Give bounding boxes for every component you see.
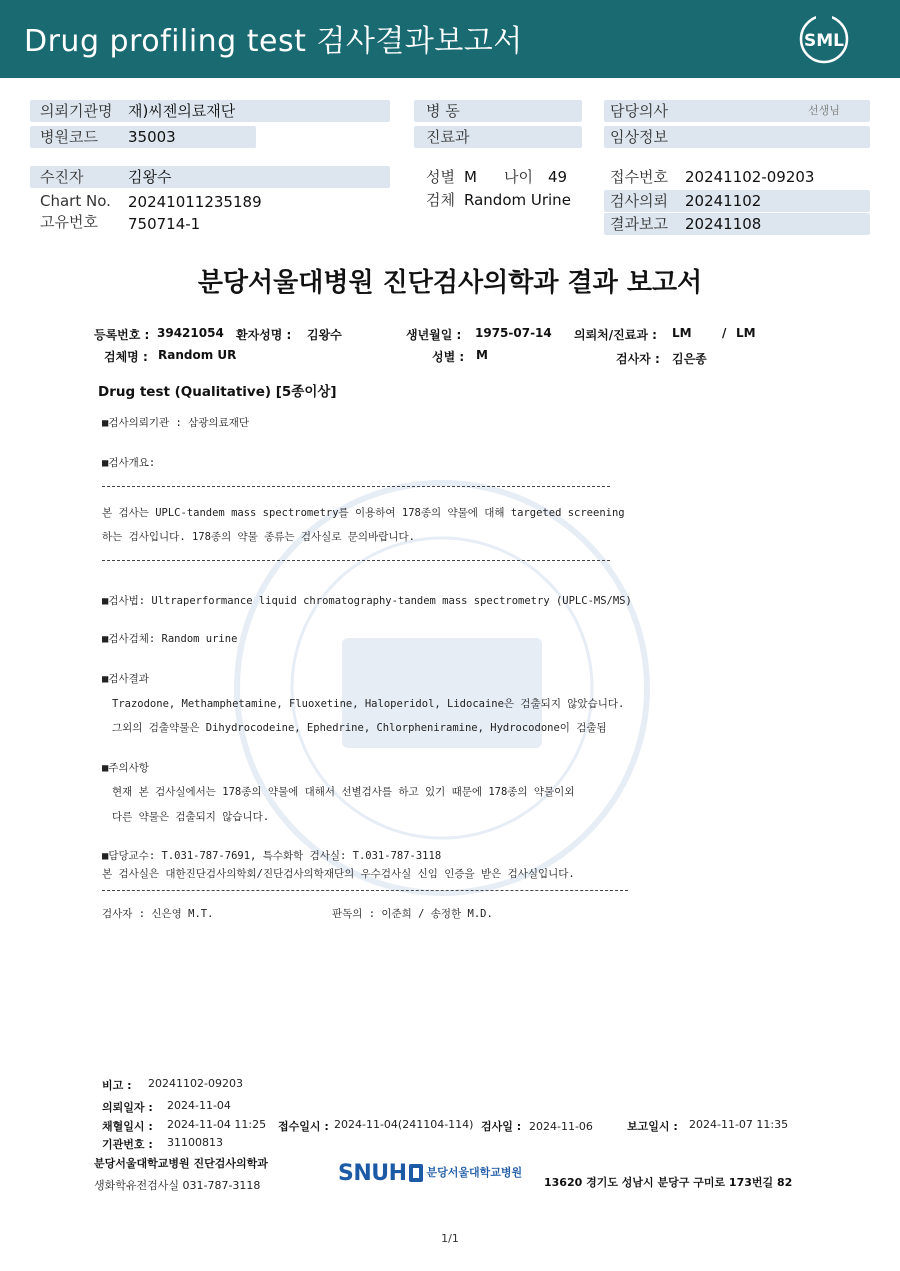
line-contact: ■담당교수: T.031-787-7691, 특수화학 검사실: T.031-787-3118	[102, 850, 442, 862]
specimen-name-value: Random UR	[158, 348, 237, 362]
doctor-label: 담당의사	[610, 102, 668, 120]
report-sex-label: 성별 :	[432, 350, 465, 364]
receive-label: 접수일시 :	[278, 1120, 329, 1133]
age-value: 49	[548, 168, 568, 186]
hospital-code-value: 35003	[128, 128, 176, 146]
ward-label: 병 동	[426, 102, 460, 120]
unique-id-label: 고유번호	[40, 213, 98, 231]
remark-value: 20241102-09203	[148, 1077, 243, 1090]
divider	[102, 560, 610, 561]
request-date-label: 의뢰일자 :	[102, 1101, 153, 1114]
lab-name: 생화학유전검사실 031-787-3118	[94, 1179, 261, 1192]
result-report-value: 20241108	[685, 215, 762, 233]
line-caution-2: 다른 약물은 검출되지 않습니다.	[112, 811, 270, 823]
institution-label: 의뢰기관명	[40, 102, 113, 120]
sex-value: M	[464, 168, 477, 186]
snuh-logo-text: SNUH	[338, 1160, 407, 1186]
line-examiner: 검사자 : 신은영 M.T.	[102, 908, 214, 920]
birth-value: 1975-07-14	[475, 326, 552, 340]
examiner-value: 김은종	[672, 352, 707, 366]
header-bar	[0, 0, 900, 78]
line-result-heading: ■검사결과	[102, 673, 149, 685]
chart-label: Chart No.	[40, 192, 111, 210]
requester-value-2: LM	[736, 326, 756, 340]
sex-label: 성별	[426, 168, 455, 186]
collect-label: 채혈일시 :	[102, 1120, 153, 1133]
patient-name-label: 환자성명 :	[236, 328, 292, 342]
patient-box	[30, 166, 390, 188]
institution-value: 재)씨젠의료재단	[128, 102, 236, 120]
report-title: 분당서울대병원 진단검사의학과 결과 보고서	[197, 268, 703, 298]
line-caution-1: 현재 본 검사실에서는 178종의 약물에 대해서 선별검사를 하고 있기 때문에 178종의 약물이외	[112, 786, 575, 798]
divider	[102, 486, 610, 487]
result-report-label: 결과보고	[610, 215, 668, 233]
birth-label: 생년월일 :	[406, 328, 462, 342]
line-result-1: Trazodone, Methamphetamine, Fluoxetine, Haloperidol, Lidocaine은 검출되지 않았습니다.	[112, 698, 625, 710]
snuh-hospital-name: 분당서울대학교병원	[426, 1166, 523, 1179]
requester-label: 의뢰처/진료과 :	[574, 328, 657, 342]
report-date-value: 2024-11-07 11:35	[689, 1118, 789, 1131]
request-label: 검사의뢰	[610, 192, 668, 210]
reception-no-label: 접수번호	[610, 168, 668, 186]
report-date-label: 보고일시 :	[627, 1120, 678, 1133]
chart-value: 20241011235189	[128, 193, 262, 211]
divider	[102, 890, 628, 891]
test-date-label: 검사일 :	[481, 1120, 522, 1133]
line-method: ■검사법: Ultraperformance liquid chromatography-tandem mass spectrometry (UPLC-MS/MS)	[102, 595, 632, 607]
age-label: 나이	[504, 168, 533, 186]
department-label: 진료과	[426, 128, 470, 146]
specimen-value: Random Urine	[464, 191, 571, 209]
collect-value: 2024-11-04 11:25	[167, 1118, 267, 1131]
request-value: 20241102	[685, 192, 762, 210]
reception-no-value: 20241102-09203	[685, 168, 815, 186]
reg-no-value: 39421054	[157, 326, 224, 340]
request-date-value: 2024-11-04	[167, 1099, 231, 1112]
requester-value-1: LM	[672, 326, 692, 340]
receive-value: 2024-11-04(241104-114)	[334, 1118, 474, 1131]
line-certification: 본 검사실은 대한진단검사의학회/진단검사의학재단의 우수검사실 신임 인증을 받은 검사실입니다.	[102, 868, 575, 880]
dept-name: 분당서울대학교병원 진단검사의학과	[94, 1157, 268, 1170]
snuh-mark-icon	[409, 1164, 423, 1182]
test-title: Drug test (Qualitative) [5종이상]	[98, 384, 337, 400]
line-specimen: ■검사검체: Random urine	[102, 633, 238, 645]
sml-logo-text: SML	[804, 31, 844, 51]
patient-value: 김왕수	[128, 168, 172, 186]
doctor-suffix: 선생님	[808, 104, 840, 117]
inst-code-label: 기관번호 :	[102, 1138, 153, 1151]
unique-id-value: 750714-1	[128, 215, 201, 233]
page-title: Drug profiling test 검사결과보고서	[24, 24, 523, 59]
line-result-2: 그외의 검출약물은 Dihydrocodeine, Ephedrine, Chlorpheniramine, Hydrocodone이 검출됨	[112, 722, 607, 734]
reg-no-label: 등록번호 :	[94, 328, 150, 342]
line-overview-heading: ■검사개요:	[102, 457, 156, 469]
page-number: 1/1	[441, 1232, 459, 1245]
inst-code-value: 31100813	[167, 1136, 223, 1149]
sml-logo-icon	[798, 13, 850, 65]
snuh-logo	[338, 1158, 522, 1188]
examiner-label: 검사자 :	[616, 352, 660, 366]
specimen-label: 검체	[426, 191, 455, 209]
line-reader: 판독의 : 이준희 / 송정한 M.D.	[332, 908, 493, 920]
line-institution: ■검사의뢰기관 : 삼광의료재단	[102, 417, 250, 429]
requester-sep: /	[722, 326, 727, 340]
line-caution-heading: ■주의사항	[102, 762, 149, 774]
hospital-code-label: 병원코드	[40, 128, 98, 146]
report-sex-value: M	[476, 348, 488, 362]
line-overview-2: 하는 검사입니다. 178종의 약물 종류는 검사실로 문의바랍니다.	[102, 531, 415, 543]
clinical-info-label: 임상정보	[610, 128, 668, 146]
patient-label: 수진자	[40, 168, 84, 186]
hospital-address: 13620 경기도 성남시 분당구 구미로 173번길 82	[544, 1176, 793, 1189]
remark-label: 비고 :	[102, 1079, 132, 1092]
test-date-value: 2024-11-06	[529, 1120, 593, 1133]
patient-name-value: 김왕수	[307, 328, 342, 342]
specimen-name-label: 검체명 :	[104, 350, 148, 364]
line-overview-1: 본 검사는 UPLC-tandem mass spectrometry를 이용하여 178종의 약물에 대해 targeted screening	[102, 507, 625, 519]
